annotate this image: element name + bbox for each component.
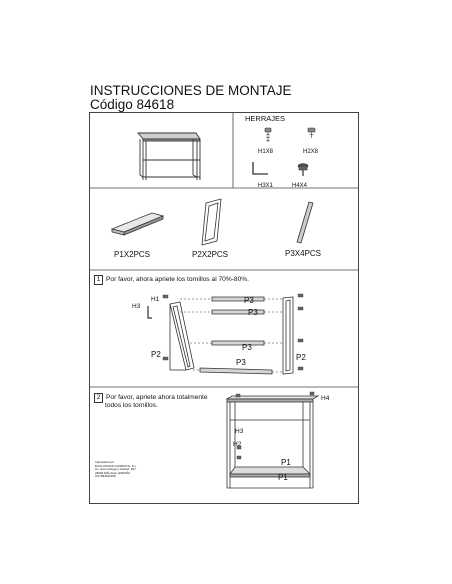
step2-p1-label-a: P1 xyxy=(281,458,291,467)
document-title: INSTRUCCIONES DE MONTAJE xyxy=(90,83,292,98)
hardware-h2-label: H2X8 xyxy=(303,149,319,155)
part-p2-label: P2X2PCS xyxy=(192,250,229,259)
product-code: Código 84618 xyxy=(90,97,175,112)
allen-key-h3-icon xyxy=(253,162,268,174)
step1-p3-label-b: P3 xyxy=(248,308,258,317)
screw-h2-icon xyxy=(308,128,315,138)
step1-p3-label-a: P3 xyxy=(244,296,254,305)
part-p3-icon xyxy=(297,202,313,243)
part-p3-label: P3X4PCS xyxy=(285,249,322,258)
assembled-table-icon xyxy=(138,133,200,180)
step1-p2-label-right: P2 xyxy=(296,353,306,362)
foot-glide-h4-icon xyxy=(298,164,308,177)
part-p1-icon xyxy=(112,213,163,235)
hardware-heading: HERRAJES xyxy=(245,114,286,123)
hardware-h4-label: H4X4 xyxy=(292,183,308,189)
step2-text-line2: todos los tornillos. xyxy=(105,402,158,409)
importer-info: Importado por: EXCLUSIVAS CANDICTO, S.L. Av. Juan Ortega y Gasset, 187 29006 MÁLAGA, ESPAÑA CIF B94611469 xyxy=(95,460,138,479)
step1-text: Por favor, ahora apriete los tornillos al 70%-80%. xyxy=(106,276,249,283)
step1-instruction xyxy=(94,275,249,285)
step2-number: 2 xyxy=(94,393,103,403)
step2-p1-label-b: P1 xyxy=(278,473,288,482)
step2-h4-label: H4 xyxy=(321,395,330,402)
part-p2-icon xyxy=(202,199,221,245)
step1-p3-label-c: P3 xyxy=(242,343,252,352)
step1-h3-label: H3 xyxy=(132,303,141,310)
screw-h1-icon xyxy=(265,128,271,142)
step2-assembled-view xyxy=(227,392,318,488)
step1-number: 1 xyxy=(94,275,103,285)
step1-h1-label: H1 xyxy=(151,296,160,303)
hardware-h3-label: H3X1 xyxy=(258,183,274,189)
step1-p2-label-left: P2 xyxy=(151,350,161,359)
step2-h3-label: H3 xyxy=(235,428,244,435)
step2-h2-label: H2 xyxy=(233,441,242,448)
step2-text-line1: Por favor, apriete ahora totalmente xyxy=(106,394,208,401)
part-p1-label: P1X2PCS xyxy=(114,250,151,259)
step1-exploded-view xyxy=(148,294,303,374)
hardware-h1-label: H1X8 xyxy=(258,149,274,155)
step1-p3-label-d: P3 xyxy=(236,358,246,367)
